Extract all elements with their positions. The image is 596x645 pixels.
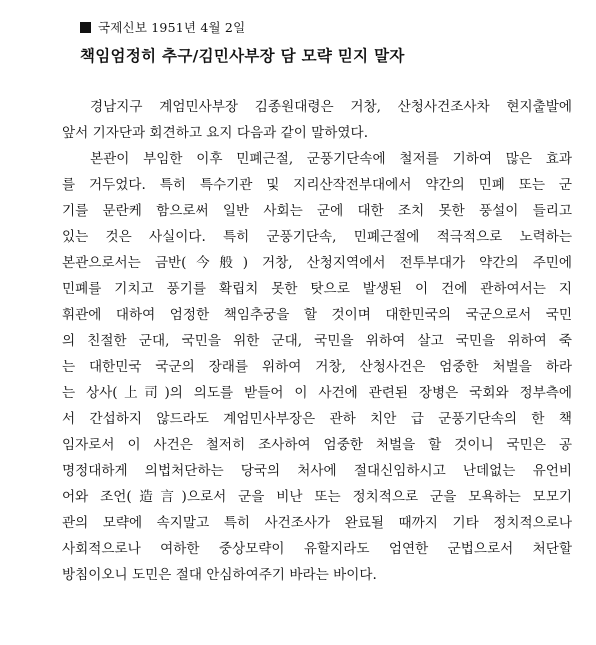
- text-line: 사회적으로나 여하한 중상모략이 유할지라도 엄연한 군법으로서 처단할: [62, 541, 572, 557]
- text-line: 는 상사(上司)의 의도를 받들어 이 사건에 관련된 장병은 국회와 정부측에: [62, 385, 572, 401]
- square-bullet-icon: [80, 22, 91, 33]
- paragraph-1: [62, 94, 572, 146]
- source-line: 국제신보 1951년 4월 2일: [98, 20, 246, 35]
- text-line: 본관이 부임한 이후 민폐근절, 군풍기단속에 철저를 기하여 많은 효과: [90, 151, 572, 167]
- source-header: [80, 18, 245, 36]
- text-line: 본관으로서는 금반(今般) 거창, 산청지역에서 전투부대가 약간의 주민에: [62, 255, 572, 271]
- text-line: 서 간섭하지 않드라도 계엄민사부장은 관하 치안 급 군풍기단속의 한 책: [62, 411, 572, 427]
- text-line: 휘관에 대하여 엄정한 책임추궁을 할 것이며 대한민국의 국군으로서 국민: [62, 307, 572, 323]
- text-line: 민폐를 기치고 풍기를 확립치 못한 탓으로 발생된 이 건에 관하여서는 지: [62, 281, 572, 297]
- text-line: 있는 것은 사실이다. 특히 군풍기단속, 민폐근절에 적극적으로 노력하는: [62, 229, 572, 245]
- text-line: 를 거두었다. 특히 특수기관 및 지리산작전부대에서 약간의 민폐 또는 군: [62, 177, 572, 193]
- text-line: 임자로서 이 사건은 철저히 조사하여 엄중한 처벌을 할 것이니 국민은 공: [62, 437, 572, 453]
- text-line: 경남지구 계엄민사부장 김종원대령은 거창, 산청사건조사차 현지출발에: [90, 99, 572, 115]
- text-line: 방침이오니 도민은 절대 안심하여주기 바라는 바이다.: [62, 567, 377, 583]
- text-line: 는 대한민국 국군의 장래를 위하여 거창, 산청사건은 엄중한 처벌을 하라: [62, 359, 572, 375]
- text-line: 어와 조언(造言)으로서 군을 비난 또는 정치적으로 군을 모욕하는 모모기: [62, 489, 572, 505]
- text-line: 의 친절한 군대, 국민을 위한 군대, 국민을 위하여 살고 국민을 위하여 죽: [62, 333, 572, 349]
- text-line: 관의 모략에 속지말고 특히 사건조사가 완료될 때까지 기타 정치적으로나: [62, 515, 572, 531]
- text-line: 앞서 기자단과 회견하고 요지 다음과 같이 말하였다.: [62, 125, 369, 141]
- article-headline: 책임엄정히 추구/김민사부장 담 모략 믿지 말자: [80, 47, 405, 65]
- text-line: 기를 문란케 함으로써 일반 사회는 군에 대한 조치 못한 풍설이 들리고: [62, 203, 572, 219]
- paragraph-2: [62, 146, 572, 588]
- text-line: 명정대하게 의법처단하는 당국의 처사에 절대신임하시고 난데없는 유언비: [62, 463, 572, 479]
